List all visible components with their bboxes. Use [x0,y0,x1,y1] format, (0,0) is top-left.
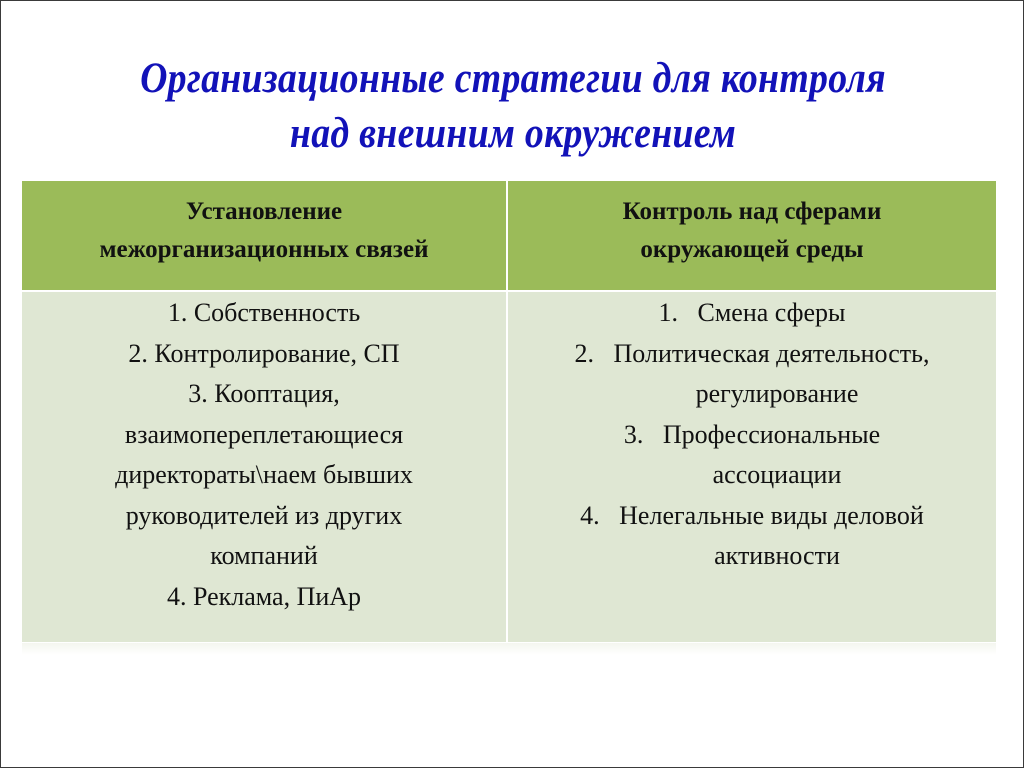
list-item-1: 1. Собственность [167,298,361,327]
header-line: окружающей среды [640,236,864,263]
list-item-3-cont: взаимопереплетающиеся [124,419,404,449]
list-item-2: 2. Политическая деятельность, [574,338,930,368]
list-item-4: 4. Нелегальные виды деловой [580,500,924,530]
header-environment-control [508,181,996,290]
list-environment-control [508,292,996,642]
list-interorganizational-links [22,292,508,642]
list-item-4-cont: активности [714,541,840,570]
list-item-3: 3. Профессиональные [623,419,881,449]
list-item-3-cont: компаний [210,541,318,570]
list-item-4: 4. Реклама, ПиАр [166,581,362,611]
list-item-3: 3. Кооптация, [188,379,340,408]
table-body-row [22,292,996,642]
table-shadow [22,643,996,655]
list-item-2-cont: регулирование [695,379,859,408]
header-line: Контроль над сферами [622,198,882,225]
list-item-1: 1. Смена сферы [658,298,846,327]
list-item-3-cont: руководителей из других [125,500,403,530]
header-line: межорганизационных связей [99,236,429,263]
table-header-row [22,181,996,292]
header-interorganizational-links [22,181,508,290]
list-item-3-cont: директораты\наем бывших [115,460,413,489]
strategies-table [22,181,996,642]
slide-title [62,51,963,161]
list-item-3-cont: ассоциации [712,460,842,489]
title-line-2: над внешним окружением [289,110,737,157]
title-line-1: Организационные стратегии для контроля [140,55,886,102]
list-item-2: 2. Контролирование, СП [128,338,400,368]
header-line: Установление [185,198,343,225]
